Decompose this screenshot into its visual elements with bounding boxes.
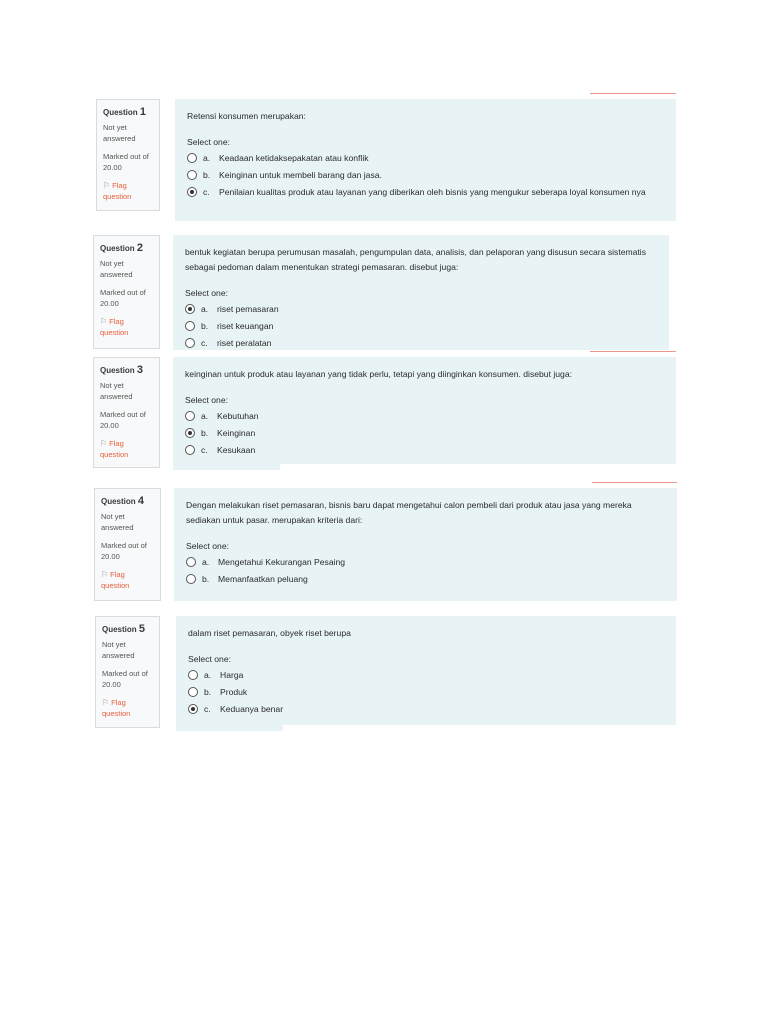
flag-label: Flag question — [102, 698, 131, 718]
question-state: Not yet answered — [101, 512, 134, 532]
answer-option[interactable] — [185, 336, 657, 350]
answer-text: Penilaian kualitas produk atau layanan yang diberikan oleh bisnis yang mengukur seberapa loyal konsumen nya — [219, 187, 646, 197]
question-label: Question — [103, 108, 138, 117]
question-state: Not yet answered — [103, 123, 136, 143]
separator-line — [592, 482, 677, 483]
radio-icon[interactable] — [188, 687, 198, 697]
flag-icon: ⚐ — [101, 570, 109, 579]
radio-selected-icon[interactable] — [187, 187, 197, 197]
answer-text: Kebutuhan — [217, 411, 259, 421]
answer-option[interactable] — [185, 302, 657, 316]
answer-text: Keduanya benar — [220, 704, 284, 714]
question-text: keinginan untuk produk atau layanan yang tidak perlu, tetapi yang diinginkan konsumen. disebut juga: — [185, 369, 572, 379]
question-number-value: 5 — [138, 623, 146, 635]
question-grade: Marked out of 20.00 — [100, 410, 146, 430]
radio-icon[interactable] — [185, 338, 195, 348]
radio-icon[interactable] — [185, 411, 195, 421]
question-text: bentuk kegiatan berupa perumusan masalah, pengumpulan data, analisis, dan pelaporan yang disusun secara sistematis sebagai pedoman dalam menentukan strategi pemasaran. disebut juga: — [185, 247, 647, 272]
flag-icon: ⚐ — [100, 317, 108, 326]
answer-text: Produk — [220, 687, 248, 697]
separator-line — [590, 93, 676, 94]
question-label: Question — [100, 366, 135, 375]
answer-option[interactable] — [185, 319, 657, 333]
crop-mask — [280, 464, 676, 470]
question-number — [103, 106, 153, 119]
answer-letter: a. — [202, 557, 210, 567]
select-one-prompt: Select one: — [187, 137, 230, 147]
answer-option[interactable] — [187, 185, 664, 199]
question-label: Question — [101, 497, 136, 506]
answer-option[interactable] — [185, 426, 664, 440]
answer-letter: c. — [201, 445, 208, 455]
question-info — [95, 616, 160, 728]
question-panel — [174, 488, 677, 601]
answer-letter: b. — [203, 170, 211, 180]
question-panel — [175, 99, 676, 221]
radio-icon[interactable] — [185, 445, 195, 455]
radio-selected-icon[interactable] — [188, 704, 198, 714]
flag-question-link[interactable] — [100, 316, 153, 338]
question-number — [100, 242, 153, 255]
question-label: Question — [100, 244, 135, 253]
radio-selected-icon[interactable] — [185, 428, 195, 438]
question-state: Not yet answered — [100, 381, 133, 401]
separator-line — [590, 351, 676, 352]
answer-option[interactable] — [186, 572, 665, 586]
crop-mask — [283, 725, 676, 731]
radio-icon[interactable] — [186, 574, 196, 584]
radio-icon[interactable] — [187, 153, 197, 163]
answer-letter: a. — [204, 670, 212, 680]
radio-icon[interactable] — [186, 557, 196, 567]
answer-letter: a. — [201, 411, 209, 421]
question-number — [101, 495, 154, 508]
question-panel — [173, 235, 669, 350]
question-grade: Marked out of 20.00 — [101, 541, 147, 561]
radio-icon[interactable] — [188, 670, 198, 680]
flag-question-link[interactable] — [101, 569, 154, 591]
answer-text: riset pemasaran — [217, 304, 279, 314]
answer-letter: c. — [203, 187, 210, 197]
question-number — [100, 364, 153, 377]
answer-text: riset keuangan — [217, 321, 274, 331]
select-one-prompt: Select one: — [188, 654, 231, 664]
select-one-prompt: Select one: — [186, 541, 229, 551]
answer-letter: a. — [201, 304, 209, 314]
answer-text: Keinginan — [217, 428, 256, 438]
answer-letter: b. — [202, 574, 210, 584]
flag-label: Flag question — [101, 570, 130, 590]
answer-option[interactable] — [188, 685, 664, 699]
answer-option[interactable] — [185, 409, 664, 423]
question-panel — [173, 357, 676, 470]
answer-text: riset peralatan — [217, 338, 272, 348]
question-grade: Marked out of 20.00 — [103, 152, 149, 172]
question-info — [93, 357, 160, 468]
answer-text: Keinginan untuk membeli barang dan jasa. — [219, 170, 382, 180]
flag-label: Flag question — [103, 181, 132, 201]
question-panel — [176, 616, 676, 731]
question-number-value: 1 — [139, 106, 147, 118]
select-one-prompt: Select one: — [185, 288, 228, 298]
question-number-value: 4 — [137, 495, 145, 507]
radio-icon[interactable] — [187, 170, 197, 180]
flag-question-link[interactable] — [100, 438, 153, 460]
radio-icon[interactable] — [185, 321, 195, 331]
answer-letter: c. — [201, 338, 208, 348]
answer-option[interactable] — [188, 702, 664, 716]
answer-option[interactable] — [187, 168, 664, 182]
answer-option[interactable] — [188, 668, 664, 682]
question-info — [93, 235, 160, 349]
question-label: Question — [102, 625, 137, 634]
question-number-value: 2 — [136, 242, 144, 254]
question-grade: Marked out of 20.00 — [100, 288, 146, 308]
answer-letter: b. — [204, 687, 212, 697]
answer-option[interactable] — [186, 555, 665, 569]
question-text: Retensi konsumen merupakan: — [187, 111, 306, 121]
answer-text: Memanfaatkan peluang — [218, 574, 308, 584]
answer-option[interactable] — [187, 151, 664, 165]
answer-letter: b. — [201, 321, 209, 331]
flag-icon: ⚐ — [103, 181, 111, 190]
flag-label: Flag question — [100, 317, 129, 337]
question-number-value: 3 — [136, 364, 144, 376]
answer-letter: a. — [203, 153, 211, 163]
answer-letter: c. — [204, 704, 211, 714]
question-state: Not yet answered — [102, 640, 135, 660]
answer-letter: b. — [201, 428, 209, 438]
radio-selected-icon[interactable] — [185, 304, 195, 314]
question-state: Not yet answered — [100, 259, 133, 279]
question-text: dalam riset pemasaran, obyek riset berupa — [188, 628, 351, 638]
answer-text: Keadaan ketidaksepakatan atau konflik — [219, 153, 369, 163]
flag-question-link[interactable] — [102, 697, 153, 719]
answer-option[interactable] — [185, 443, 664, 457]
select-one-prompt: Select one: — [185, 395, 228, 405]
answer-text: Kesukaan — [217, 445, 256, 455]
question-text: Dengan melakukan riset pemasaran, bisnis baru dapat mengetahui calon pembeli dari produk atau jasa yang mereka sediakan untuk pasar. merupakan kriteria dari: — [186, 500, 632, 525]
question-number — [102, 623, 153, 636]
question-info — [94, 488, 161, 601]
question-grade: Marked out of 20.00 — [102, 669, 148, 689]
flag-question-link[interactable] — [103, 180, 153, 202]
question-info — [96, 99, 160, 211]
answer-text: Harga — [220, 670, 244, 680]
flag-label: Flag question — [100, 439, 129, 459]
answer-text: Mengetahui Kekurangan Pesaing — [218, 557, 346, 567]
flag-icon: ⚐ — [100, 439, 108, 448]
flag-icon: ⚐ — [102, 698, 110, 707]
